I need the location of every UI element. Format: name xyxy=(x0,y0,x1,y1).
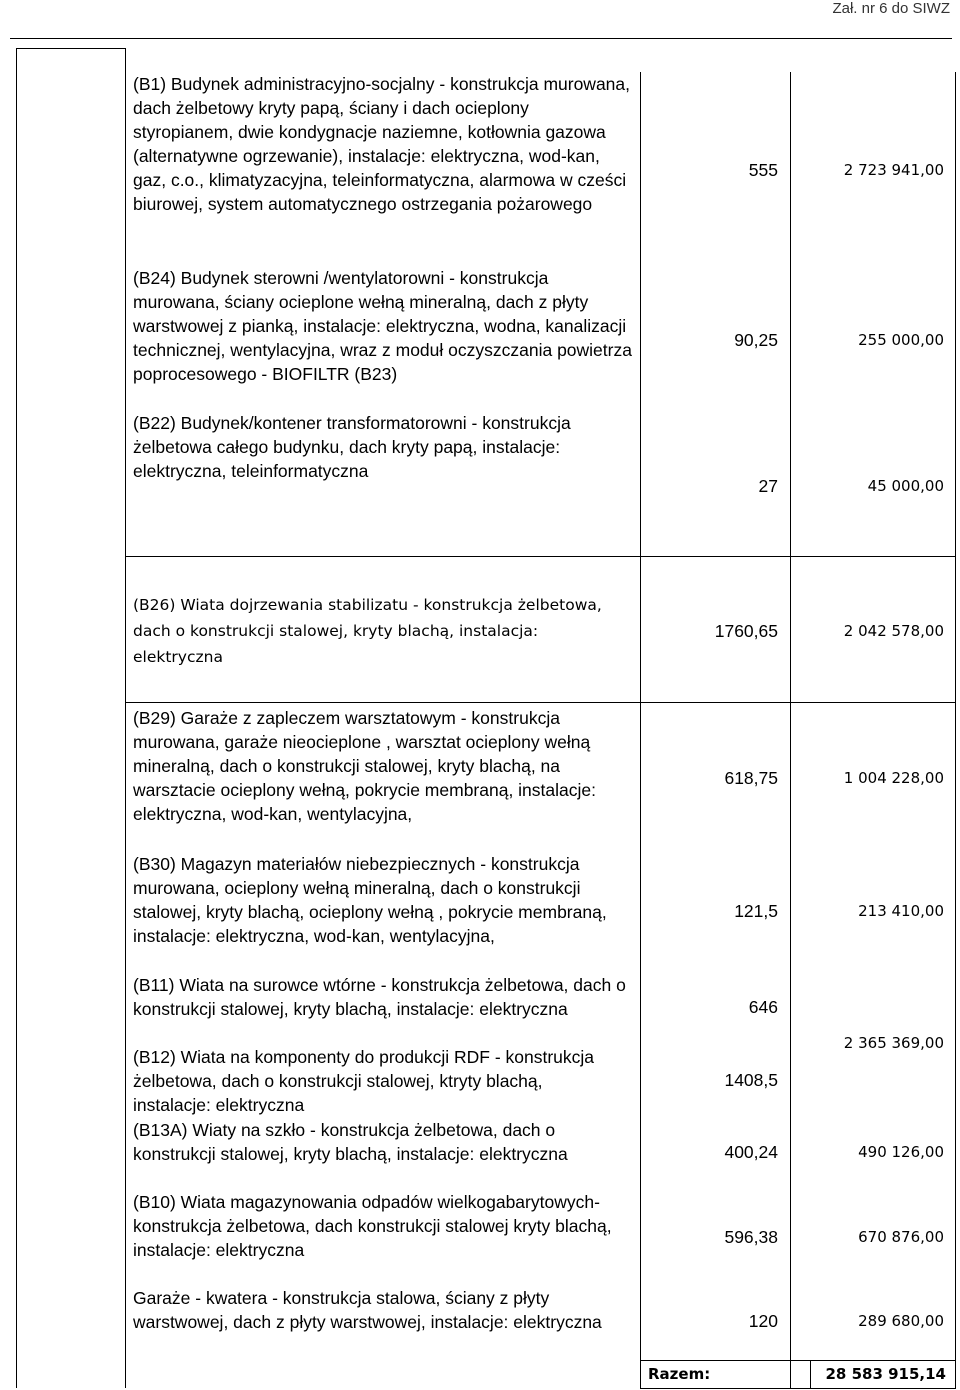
row-value: 45 000,00 xyxy=(867,477,944,495)
row-description: (B29) Garaże z zapleczem warsztatowym - konstrukcja murowana, garaże nieocieplone , warsztat ocieplony wełną mineralną, dach o konstrukcji stalowej, kryty blachą, na warsztacie ocieplony wełną, pokrycie membraną, instalacje: elektryczna, wod-kan, wentylacyjna, xyxy=(133,708,596,824)
row-divider xyxy=(125,556,956,557)
row-value: 2 723 941,00 xyxy=(843,161,944,179)
row-area: 121,5 xyxy=(734,901,778,921)
row-area: 90,25 xyxy=(734,330,778,350)
row-value: 1 004 228,00 xyxy=(843,769,944,787)
row-description: (B22) Budynek/kontener transformatorowni - konstrukcja żelbetowa całego budynku, dach kryty papą, instalacje: elektryczna, teleinformatyczna xyxy=(133,413,571,481)
table-left-border xyxy=(16,48,17,1388)
row-area: 555 xyxy=(748,160,778,180)
table-right-border xyxy=(955,72,956,1388)
row-divider xyxy=(125,702,956,703)
row-value: 213 410,00 xyxy=(858,902,944,920)
desc-col-right-border xyxy=(640,72,641,1388)
row-area: 1760,65 xyxy=(714,621,778,641)
row-area: 1408,5 xyxy=(724,1070,778,1090)
total-row-top-border xyxy=(640,1360,956,1361)
row-description: (B10) Wiata magazynowania odpadów wielkogabarytowych- konstrukcja żelbetowa, dach konstrukcji stalowej kryty blachą, instalacje: elektryczna xyxy=(133,1192,612,1260)
row-value: 255 000,00 xyxy=(858,331,944,349)
row-area: 120 xyxy=(748,1311,778,1331)
row-description: (B12) Wiata na komponenty do produkcji RDF - konstrukcja żelbetowa, dach o konstrukcji stalowej, ktryty blachą, instalacje: elektryczna xyxy=(133,1047,595,1115)
row-description: (B1) Budynek administracyjno-socjalny - konstrukcja murowana, dach żelbetowy kryty papą, ściany i dach ocieplony styropianem, dwie kondygnacje naziemne, kotłownia gazowa (alternatywne ogrzewanie), instalacje: elektryczna, wod-kan, gaz, c.o., klimatyzacyjna, teleinformatyczna, alarmowa w cześci biurowej, system automatycznego ostrzegania pożarowego xyxy=(133,74,631,214)
total-value: 28 583 915,14 xyxy=(825,1365,946,1383)
row-description: (B11) Wiata na surowce wtórne - konstrukcja żelbetowa, dach o konstrukcji stalowej, kryty blachą, instalacje: elektryczna xyxy=(133,975,626,1019)
row-area: 596,38 xyxy=(724,1227,778,1247)
total-label: Razem: xyxy=(648,1365,711,1383)
row-value: 490 126,00 xyxy=(858,1143,944,1161)
row-area: 646 xyxy=(748,997,778,1017)
row-description: (B26) Wiata dojrzewania stabilizatu - konstrukcja żelbetowa, dach o konstrukcji stalowej, kryty blachą, instalacja: elektryczna xyxy=(133,596,602,666)
row-area: 618,75 xyxy=(724,768,778,788)
header-divider xyxy=(10,38,952,39)
table-top-border xyxy=(16,48,126,49)
row-area: 400,24 xyxy=(724,1142,778,1162)
row-value: 2 042 578,00 xyxy=(843,622,944,640)
row-value: 2 365 369,00 xyxy=(843,1034,944,1052)
desc-col-left-border xyxy=(125,48,126,1388)
row-description: (B30) Magazyn materiałów niebezpiecznych - konstrukcja murowana, ocieplony wełną mineralną, dach o konstrukcji stalowej, kryty blachą, ocieplony wełną , pokrycie membraną, instalacje: elektryczna, wod-kan, wentylacyjna, xyxy=(133,854,607,946)
table-bottom-border xyxy=(640,1388,956,1389)
row-value: 289 680,00 xyxy=(858,1312,944,1330)
row-value: 670 876,00 xyxy=(858,1228,944,1246)
row-description: (B24) Budynek sterowni /wentylatorowni - konstrukcja murowana, ściany ocieplone wełną mineralną, dach z płyty warstwowej z pianką, instalacje: elektryczna, wodna, kanalizacji technicznej, wentylacyjna, wraz z moduł oczyszczania powietrza poprocesowego - BIOFILTR (B23) xyxy=(133,268,632,384)
row-description: (B13A) Wiaty na szkło - konstrukcja żelbetowa, dach o konstrukcji stalowej, kryty blachą, instalacje: elektryczna xyxy=(133,1120,568,1164)
row-description: Garaże - kwatera - konstrukcja stalowa, ściany z płyty warstwowej, dach z płyty warstwowej, instalacje: elektryczna xyxy=(133,1288,602,1332)
total-row-divider xyxy=(810,1360,811,1388)
document-header: Zał. nr 6 do SIWZ xyxy=(832,0,950,17)
row-area: 27 xyxy=(758,476,778,496)
area-col-right-border xyxy=(790,72,791,1388)
